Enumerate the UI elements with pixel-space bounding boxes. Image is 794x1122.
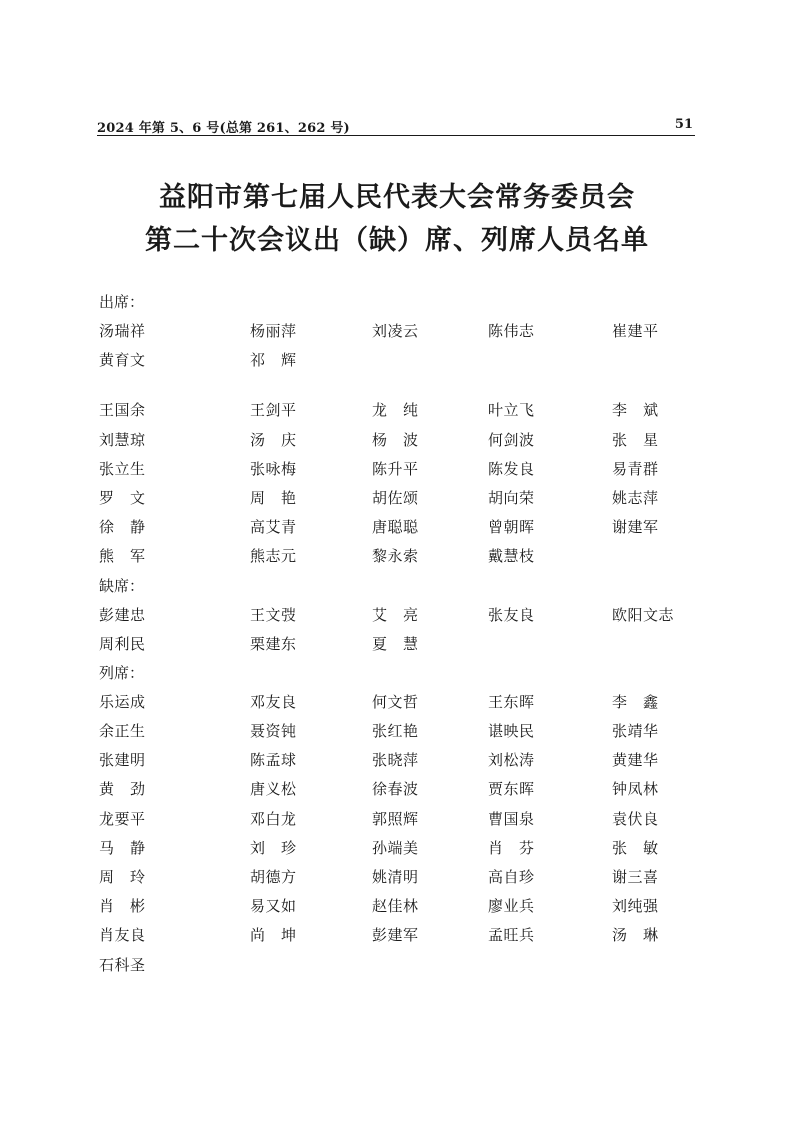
person-name: 何剑波: [488, 430, 535, 449]
person-name: 刘松涛: [488, 751, 535, 770]
attended-group-2: [99, 396, 699, 571]
attended-group-1: [99, 317, 699, 375]
person-name: 龙 纯: [372, 401, 419, 420]
person-name: 郭照辉: [372, 809, 419, 828]
name-list: [99, 288, 699, 980]
person-name: 曾朝晖: [488, 518, 535, 537]
person-name: 熊志元: [250, 547, 297, 566]
absent-section: [99, 572, 699, 659]
person-name: 徐春波: [372, 780, 419, 799]
person-name: 黎永索: [372, 547, 419, 566]
person-name: 何文哲: [372, 692, 419, 711]
person-name: 熊 军: [99, 547, 146, 566]
person-name: 刘 珍: [250, 838, 297, 857]
person-name: 贾东晖: [488, 780, 535, 799]
person-name: 王剑平: [250, 401, 297, 420]
running-header: [97, 117, 695, 136]
person-name: 钟凤林: [612, 780, 659, 799]
person-name: 唐聪聪: [372, 518, 419, 537]
observers-heading: 列席：: [99, 663, 145, 682]
person-name: 崔建平: [612, 322, 659, 340]
person-name: 周利民: [99, 634, 146, 653]
person-name: 姚清明: [372, 868, 419, 886]
person-name: 马 静: [99, 838, 146, 857]
person-name: 龙要平: [99, 809, 146, 828]
person-name: 陈孟球: [250, 751, 297, 770]
person-name: 黄育文: [99, 351, 146, 370]
person-name: 余正生: [99, 722, 146, 741]
person-name: 孙端美: [372, 838, 419, 857]
person-name: 杨丽萍: [250, 322, 297, 340]
person-name: 周 玲: [99, 868, 146, 886]
observer-names: [99, 688, 699, 980]
document-title-line-1: 益阳市第七届人民代表大会常务委员会: [159, 182, 635, 213]
person-name: 谢建军: [612, 518, 659, 537]
person-name: 汤 庆: [250, 430, 297, 449]
person-name: 谌映民: [488, 722, 535, 741]
group-spacer: [99, 375, 699, 396]
person-name: 廖业兵: [488, 897, 535, 916]
person-name: 罗 文: [99, 488, 146, 507]
person-name: 陈伟志: [488, 322, 535, 340]
absent-names: [99, 601, 699, 659]
person-name: 胡佐颂: [372, 488, 419, 507]
person-name: 曹国泉: [488, 809, 535, 828]
person-name: 刘凌云: [372, 322, 419, 340]
person-name: 艾 亮: [372, 605, 419, 624]
person-name: 张友良: [488, 605, 535, 624]
observers-section: [99, 659, 699, 980]
person-name: 肖 芬: [488, 838, 535, 857]
person-name: 汤瑞祥: [99, 322, 146, 340]
page-number: 51: [674, 117, 693, 132]
person-name: 张 星: [612, 430, 659, 449]
person-name: 彭建军: [372, 926, 419, 945]
person-name: 邓友良: [250, 692, 297, 711]
person-name: 夏 慧: [372, 634, 419, 653]
person-name: 袁伏良: [612, 809, 659, 828]
person-name: 徐 静: [99, 518, 146, 537]
person-name: 胡向荣: [488, 488, 535, 507]
person-name: 张咏梅: [250, 459, 297, 478]
person-name: 陈发良: [488, 459, 535, 478]
person-name: 王东晖: [488, 692, 535, 711]
person-name: 刘纯强: [612, 897, 659, 916]
person-name: 石科圣: [99, 955, 146, 974]
person-name: 欧阳文志: [612, 605, 675, 624]
person-name: 易又如: [250, 897, 297, 916]
person-name: 杨 波: [372, 430, 419, 449]
person-name: 彭建忠: [99, 605, 146, 624]
person-name: 戴慧枝: [488, 547, 535, 566]
person-name: 胡德方: [250, 868, 297, 886]
person-name: 谢三喜: [612, 868, 659, 886]
person-name: 高艾青: [250, 518, 297, 537]
person-name: 黄 劲: [99, 780, 146, 799]
person-name: 刘慧琼: [99, 430, 146, 449]
person-name: 周 艳: [250, 488, 297, 507]
person-name: 张晓萍: [372, 751, 419, 770]
person-name: 李 斌: [612, 401, 659, 420]
person-name: 肖 彬: [99, 897, 146, 916]
person-name: 张红艳: [372, 722, 419, 741]
person-name: 唐义松: [250, 780, 297, 799]
person-name: 尚 坤: [250, 926, 297, 945]
absent-heading: 缺席：: [99, 576, 145, 595]
person-name: 祁 辉: [250, 351, 297, 370]
person-name: 肖友良: [99, 926, 146, 945]
person-name: 李 鑫: [612, 692, 659, 711]
person-name: 陈升平: [372, 459, 419, 478]
person-name: 栗建东: [250, 634, 297, 653]
person-name: 姚志萍: [612, 488, 659, 507]
person-name: 高自珍: [488, 868, 535, 886]
attended-heading: 出席：: [99, 293, 145, 311]
person-name: 汤 琳: [612, 926, 659, 945]
person-name: 孟旺兵: [488, 926, 535, 945]
document-title-line-2: 第二十次会议出（缺）席、列席人员名单: [145, 225, 649, 256]
attended-section: [99, 288, 699, 572]
person-name: 张靖华: [612, 722, 659, 741]
issue-info: 2024 年第 5、6 号(总第 261、262 号): [97, 121, 350, 136]
person-name: 易青群: [612, 459, 659, 478]
person-name: 张立生: [99, 459, 146, 478]
person-name: 张建明: [99, 751, 146, 770]
person-name: 聂资钝: [250, 722, 297, 741]
person-name: 王国余: [99, 401, 146, 420]
person-name: 叶立飞: [488, 401, 535, 420]
person-name: 张 敏: [612, 838, 659, 857]
person-name: 黄建华: [612, 751, 659, 770]
person-name: 王文弢: [250, 605, 297, 624]
person-name: 赵佳林: [372, 897, 419, 916]
person-name: 乐运成: [99, 692, 146, 711]
person-name: 邓白龙: [250, 809, 297, 828]
